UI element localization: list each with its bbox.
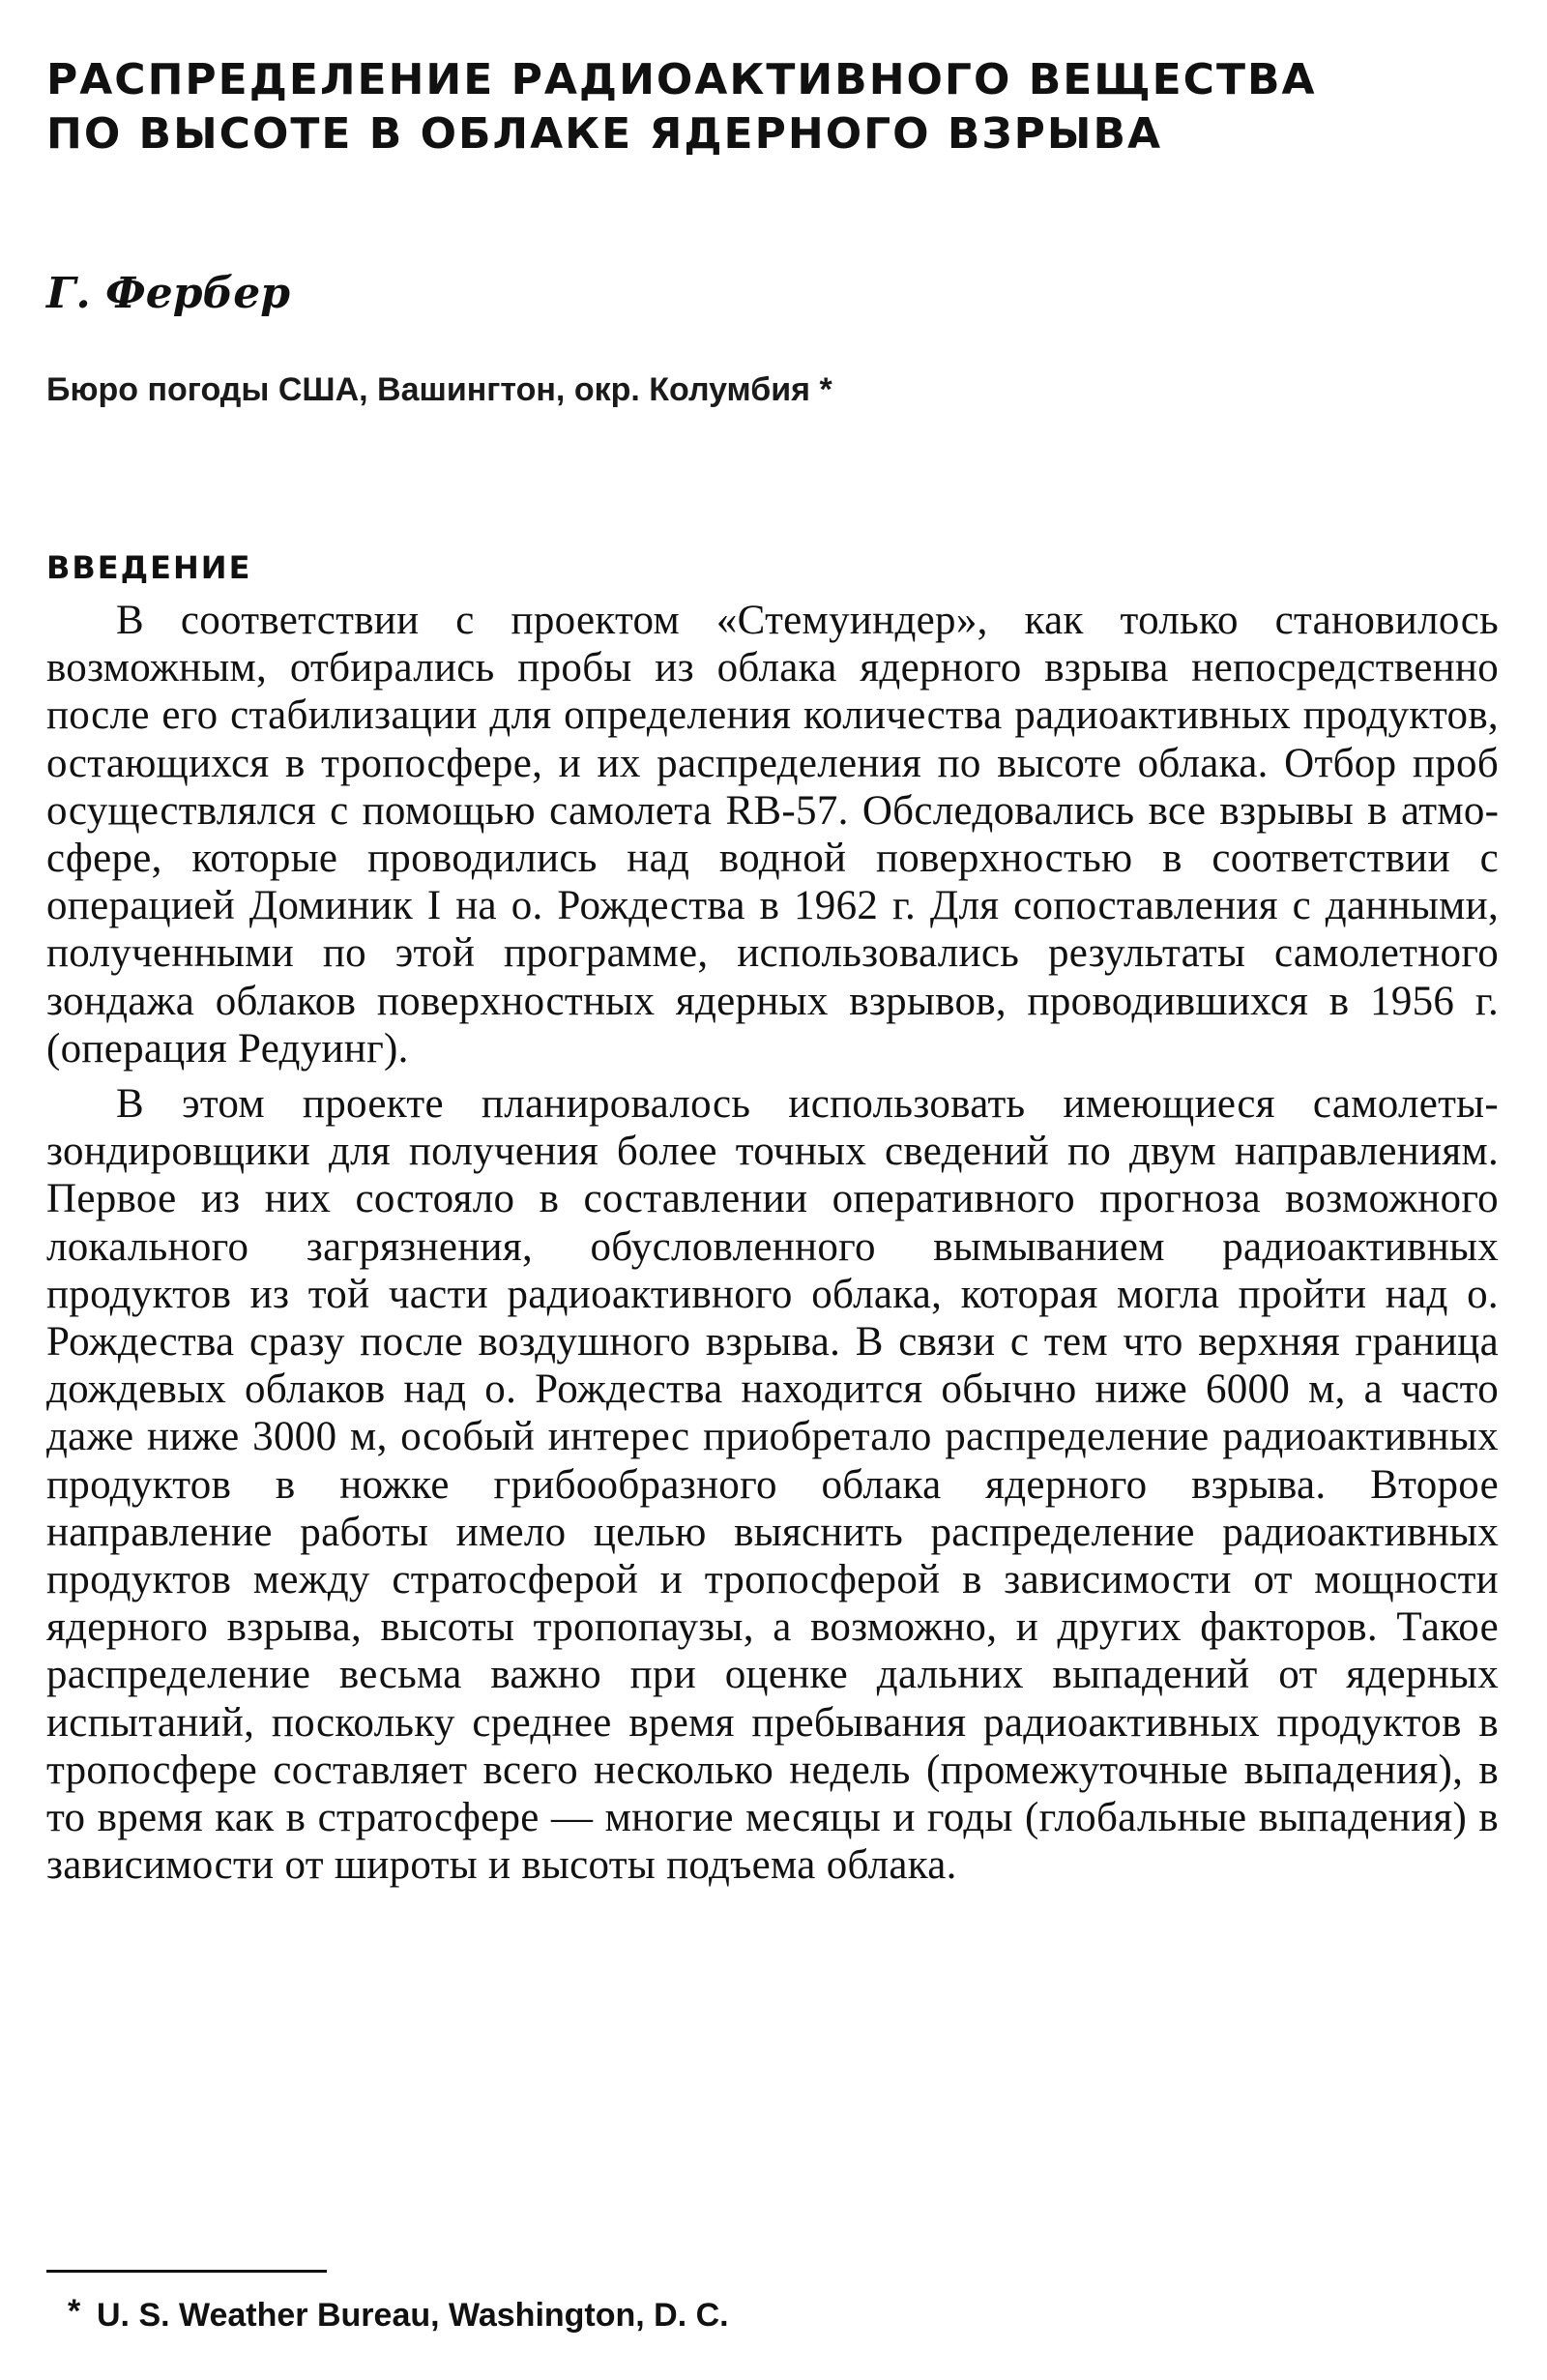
intro-paragraph-2: В этом проекте планировалось использовать имеющиеся самолеты-зондировщики для получения более точных сведений по двум направлениям. Первое из них состояло в составлении оперативного прогноза возможного локального загрязнения, обусловленного вымыванием радиоактивных продуктов из той части радиоактивного облака, которая могла пройти над о. Рождества сразу после воздушного взрыва. В связи с тем что верхняя граница дождевых облаков над о. Рождества находится обычно ниже 6000 м, а часто даже ниже 3000 м, особый интерес приобретало распределение радиоактивных продуктов в ножке грибообразного облака ядерного взрыва. Второе направление работы имело целью выяснить распределение радиоактивных продуктов между стратосферой и тропосферой в зависимости от мощности ядерного взрыва, высоты тропопаузы, а возможно, и других факторов. Такое распределение весьма важно при оценке дальних выпадений от ядерных испытаний, поскольку среднее время пребывания радиоактивных продуктов в тропосфере составляет всего несколько недель (промежуточные выпадения), в то время как в стратосфере — многие месяцы и годы (глобальные выпадения) в зависимости от широты и высоты подъема облака. xyxy=(46,1081,1499,1889)
article-title xyxy=(46,53,1499,162)
section-heading-introduction: ВВЕДЕНИЕ xyxy=(46,549,252,586)
footnote-mark: * xyxy=(68,2293,81,2330)
footnote xyxy=(68,2293,729,2336)
document-page xyxy=(46,53,1499,1889)
title-line-1: РАСПРЕДЕЛЕНИЕ РАДИОАКТИВНОГО ВЕЩЕСТВА xyxy=(46,55,1317,104)
author-name: Г. Фербер xyxy=(46,269,291,318)
footnote-divider xyxy=(46,2270,327,2273)
title-line-2: ПО ВЫСОТЕ В ОБЛАКЕ ЯДЕРНОГО ВЗРЫВА xyxy=(46,109,1163,159)
author-affiliation: Бюро погоды США, Вашингтон, окр. Колумбия * xyxy=(46,371,832,408)
intro-paragraph-1: В соответствии с проектом «Стемуиндер», как только становилось возможным, отбирались пробы из облака ядерного взрыва непосредственно после его стабилизации для определения количества радиоактивных продуктов, остающихся в тропосфере, и их распределения по высоте облака. Отбор проб осуществлялся с помощью самолета RB-57. Обследовались все взрывы в атмосфере, которые проводились над водной поверхностью в соответствии с операцией Доминик I на о. Рождества в 1962 г. Для сопоставления с данными, полученными по этой программе, использовались результаты самолетного зондажа облаков поверхностных ядерных взрывов, проводившихся в 1956 г. (операция Редуинг). xyxy=(46,598,1499,1072)
footnote-text: U. S. Weather Bureau, Washington, D. C. xyxy=(97,2297,729,2334)
